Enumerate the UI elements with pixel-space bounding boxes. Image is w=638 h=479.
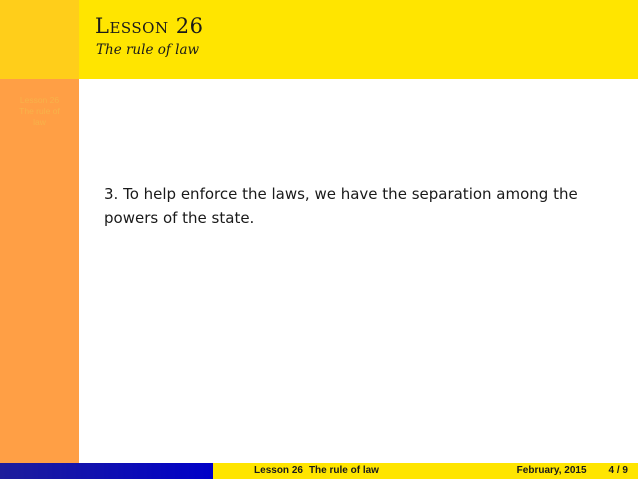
sidebar-nav-link[interactable]: Lesson 26 The rule of law — [19, 95, 60, 127]
footer-page-number[interactable]: 4 / 9 — [608, 465, 628, 476]
footer-date: February, 2015 — [516, 465, 587, 476]
sidebar-top-block — [0, 0, 79, 79]
sidebar — [0, 0, 79, 463]
footer-title-segment — [213, 463, 426, 479]
footer-lesson: Lesson 26 — [254, 465, 303, 476]
slide-title: Lesson 26 — [95, 14, 204, 38]
slide-footer — [0, 463, 638, 479]
footer-info-segment — [426, 463, 638, 479]
slide-body-text: 3. To help enforce the laws, we have the separation among the powers of the state. — [104, 185, 578, 227]
slide-header — [79, 0, 638, 79]
footer-blue-segment — [0, 463, 213, 479]
slide-subtitle: The rule of law — [96, 42, 200, 58]
footer-topic: The rule of law — [308, 465, 379, 476]
